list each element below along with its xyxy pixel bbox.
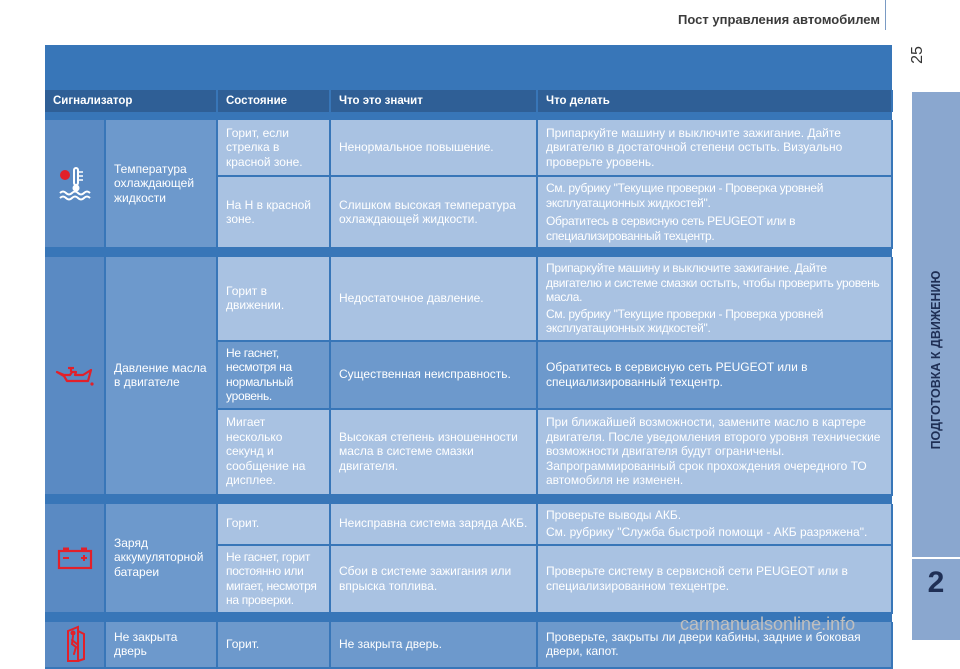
table-row [45, 120, 892, 176]
action-cell: Проверьте, закрыты ли двери кабины, задние и боковая двери, капот. [537, 622, 892, 668]
chapter-number: 2 [927, 566, 945, 599]
state-cell: На Н в красной зоне. [217, 176, 330, 248]
state-cell: Не гаснет, несмотря на нормальный уровень. [217, 341, 330, 409]
meaning-cell: Неисправна система заряда АКБ. [330, 504, 537, 545]
state-cell: Не гаснет, горит постоянно или мигает, несмотря на проверки. [217, 545, 330, 613]
action-line: Припаркуйте машину и выключите зажигание. Дайте двигателю и системе смазки остыть, чтобы проверить уровень масла. [546, 261, 880, 304]
column-header-state: Состояние [217, 90, 330, 112]
door-open-icon [45, 622, 105, 668]
meaning-cell: Недостаточное давление. [330, 257, 537, 341]
action-line: См. рубрику "Служба быстрой помощи - АКБ разряжена". [546, 525, 868, 539]
page-number: 25 [909, 46, 926, 64]
action-cell: Припаркуйте машину и выключите зажигание. Дайте двигателю в достаточной степени остыть. Визуально проверьте уровень. [537, 120, 892, 176]
action-line: Проверьте выводы АКБ. [546, 507, 682, 522]
action-line: См. рубрику "Текущие проверки - Проверка уровней эксплуатационных жидкостей". [546, 306, 824, 335]
action-cell: При ближайшей возможности, замените масло в картере двигателя. После уведомления второго уровня технические возможности двигателя будут ограничены. Запрограммированный срок прохождения очередного ТО автомобиля не изменен. [537, 409, 892, 495]
action-line: См. рубрику "Текущие проверки - Проверка уровней эксплуатационных жидкостей". [546, 181, 824, 210]
indicator-label: Не закрыта дверь [105, 622, 217, 668]
column-header-indicator: Сигнализатор [45, 90, 217, 112]
action-cell: Проверьте систему в сервисной сети PEUGEOT или в специализированном техцентре. [537, 545, 892, 613]
chapter-side-label: ПОДГОТОВКА К ДВИЖЕНИЮ [929, 270, 943, 450]
page-header-title: Пост управления автомобилем [678, 12, 880, 27]
watermark: carmanualsonline.info [680, 614, 856, 634]
oil-pressure-icon [45, 257, 105, 495]
meaning-cell: Сбои в системе зажигания или впрыска топлива. [330, 545, 537, 613]
battery-icon [45, 504, 105, 613]
state-cell: Горит. [217, 622, 330, 668]
state-cell: Горит. [217, 504, 330, 545]
state-cell: Мигает несколько секунд и сообщение на дисплее. [217, 409, 330, 495]
action-cell [537, 257, 892, 341]
action-cell: Обратитесь в сервисную сеть PEUGEOT или в специализированный техцентр. [537, 341, 892, 409]
action-cell [537, 504, 892, 545]
column-header-action: Что делать [537, 90, 892, 112]
meaning-cell: Высокая степень изношенности масла в системе смазки двигателя. [330, 409, 537, 495]
state-cell: Горит, если стрелка в красной зоне. [217, 120, 330, 176]
meaning-cell: Ненормальное повышение. [330, 120, 537, 176]
table-row [45, 504, 892, 545]
header-divider [885, 0, 886, 30]
indicator-label: Температура охлаждающей жидкости [105, 120, 217, 248]
state-cell: Горит в движении. [217, 257, 330, 341]
meaning-cell: Не закрыта дверь. [330, 622, 537, 668]
side-tab-divider [912, 557, 960, 559]
meaning-cell: Существенная неисправность. [330, 341, 537, 409]
indicator-label: Заряд аккумуляторной батареи [105, 504, 217, 613]
table-row [45, 257, 892, 341]
action-cell [537, 176, 892, 248]
indicator-label: Давление масла в двигателе [105, 257, 217, 495]
table-header-row [45, 90, 892, 112]
column-header-meaning: Что это значит [330, 90, 537, 112]
coolant-temperature-icon [45, 120, 105, 248]
action-line: Обратитесь в сервисную сеть PEUGEOT или в специализированный техцентр. [546, 214, 796, 243]
meaning-cell: Слишком высокая температура охлаждающей жидкости. [330, 176, 537, 248]
warning-lights-table [45, 90, 893, 669]
